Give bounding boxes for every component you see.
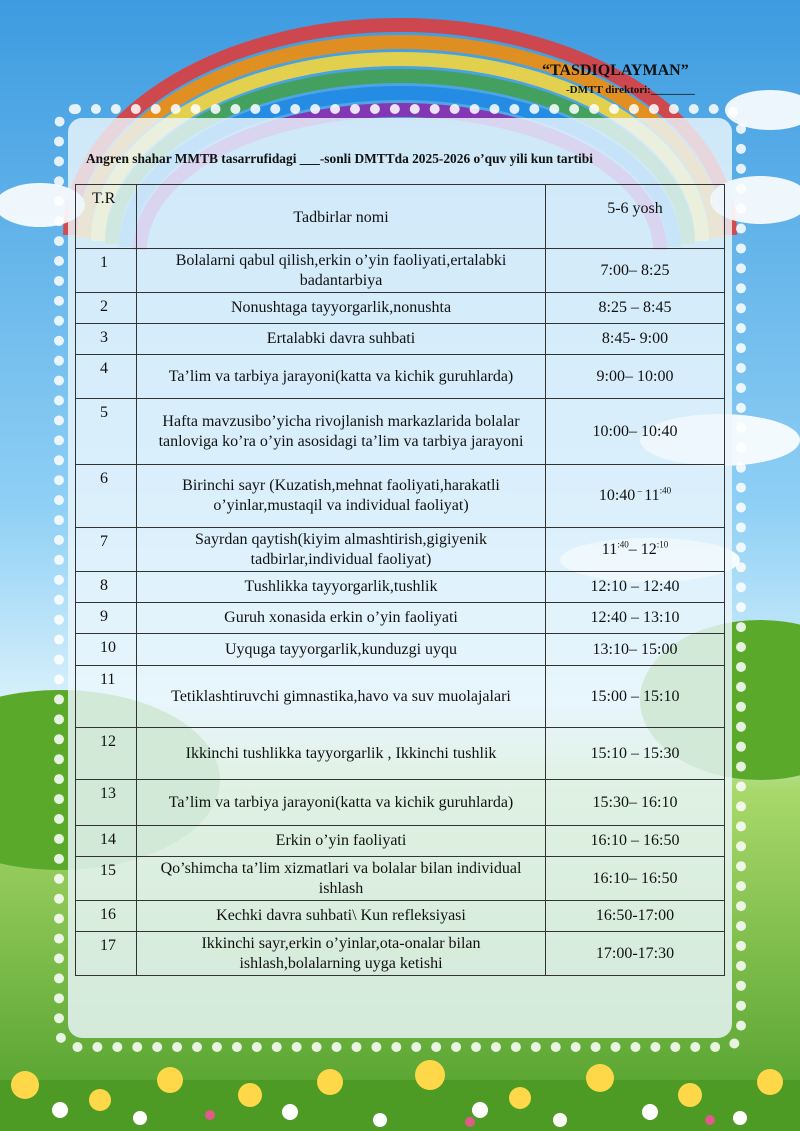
- table-row: [76, 528, 725, 572]
- row-time: 7:00– 8:25: [546, 249, 725, 293]
- row-activity: Tetiklashtiruvchi gimnastika,havo va suv muolajalari: [137, 666, 546, 728]
- row-time: 10:00– 10:40: [546, 399, 725, 465]
- row-activity: Bolalarni qabul qilish,erkin o’yin faoliyati,ertalabki badantarbiya: [137, 249, 546, 293]
- row-activity: Tushlikka tayyorgarlik,tushlik: [137, 572, 546, 603]
- table-row: [76, 666, 725, 728]
- row-time: 8:45- 9:00: [546, 324, 725, 355]
- row-number: 10: [76, 634, 137, 666]
- row-activity: Guruh xonasida erkin o’yin faoliyati: [137, 603, 546, 634]
- row-time: 17:00-17:30: [546, 932, 725, 976]
- table-row: [76, 780, 725, 826]
- row-activity: Ikkinchi tushlikka tayyorgarlik , Ikkinchi tushlik: [137, 728, 546, 780]
- row-time: 15:10 – 15:30: [546, 728, 725, 780]
- row-time: 16:10– 16:50: [546, 857, 725, 901]
- row-activity: Ikkinchi sayr,erkin o’yinlar,ota-onalar bilan ishlash,bolalarning uyga ketishi: [137, 932, 546, 976]
- row-time: 15:30– 16:10: [546, 780, 725, 826]
- table-row: [76, 728, 725, 780]
- table-row: [76, 603, 725, 634]
- row-time: 12:40 – 13:10: [546, 603, 725, 634]
- row-time: 9:00– 10:00: [546, 355, 725, 399]
- row-time: 13:10– 15:00: [546, 634, 725, 666]
- row-activity: Nonushtaga tayyorgarlik,nonushta: [137, 293, 546, 324]
- table-row: [76, 572, 725, 603]
- row-number: 4: [76, 355, 137, 399]
- table-row: [76, 826, 725, 857]
- row-number: 11: [76, 666, 137, 728]
- row-activity: Ta’lim va tarbiya jarayoni(katta va kichik guruhlarda): [137, 355, 546, 399]
- row-number: 3: [76, 324, 137, 355]
- row-activity: Ta’lim va tarbiya jarayoni(katta va kichik guruhlarda): [137, 780, 546, 826]
- table-row: [76, 932, 725, 976]
- row-activity: Sayrdan qaytish(kiyim almashtirish,gigiyenik tadbirlar,individual faoliyat): [137, 528, 546, 572]
- row-time: $11^{:40}-$ $12^{:10}$: [546, 528, 725, 572]
- table-row: [76, 293, 725, 324]
- row-number: 8: [76, 572, 137, 603]
- table-row: [76, 901, 725, 932]
- row-time: 12:10 – 12:40: [546, 572, 725, 603]
- header-activity: Tadbirlar nomi: [137, 185, 546, 249]
- header-age-group: 5-6 yosh: [546, 185, 725, 249]
- row-number: 17: [76, 932, 137, 976]
- row-time: 16:10 – 16:50: [546, 826, 725, 857]
- row-number: 14: [76, 826, 137, 857]
- row-number: 1: [76, 249, 137, 293]
- table-row: [76, 249, 725, 293]
- row-activity: Uyquga tayyorgarlik,kunduzgi uyqu: [137, 634, 546, 666]
- row-activity: Ertalabki davra suhbati: [137, 324, 546, 355]
- row-activity: Kechki davra suhbati\ Kun refleksiyasi: [137, 901, 546, 932]
- row-number: 13: [76, 780, 137, 826]
- row-number: 15: [76, 857, 137, 901]
- schedule-table: [75, 184, 725, 976]
- table-row: [76, 399, 725, 465]
- row-number: 7: [76, 528, 137, 572]
- table-row: [76, 634, 725, 666]
- table-row: [76, 355, 725, 399]
- document-title: Angren shahar MMTB tasarrufidagi ___-sonli DMTTda 2025-2026 o’quv yili kun tartibi: [86, 151, 593, 166]
- flowers-decoration: [0, 1040, 800, 1131]
- row-time: 10:40 – $11^{:40}$: [546, 465, 725, 528]
- row-time: 15:00 – 15:10: [546, 666, 725, 728]
- table-header-row: [76, 185, 725, 249]
- row-number: 2: [76, 293, 137, 324]
- row-activity: Hafta mavzusibo’yicha rivojlanish markazlarida bolalar tanloviga ko’ra o’yin asosidagi ta’lim va tarbiya jarayoni: [137, 399, 546, 465]
- approval-heading: “TASDIQLAYMAN”: [542, 62, 689, 79]
- table-row: [76, 465, 725, 528]
- row-time: 8:25 – 8:45: [546, 293, 725, 324]
- header-number: T.R: [76, 185, 137, 249]
- row-number: 9: [76, 603, 137, 634]
- row-number: 6: [76, 465, 137, 528]
- row-activity: Qo’shimcha ta’lim xizmatlari va bolalar bilan individual ishlash: [137, 857, 546, 901]
- row-number: 16: [76, 901, 137, 932]
- director-signature-line: -DMTT direktori:________: [566, 84, 695, 96]
- row-activity: Erkin o’yin faoliyati: [137, 826, 546, 857]
- row-number: 12: [76, 728, 137, 780]
- row-time: 16:50-17:00: [546, 901, 725, 932]
- table-row: [76, 324, 725, 355]
- table-row: [76, 857, 725, 901]
- row-activity: Birinchi sayr (Kuzatish,mehnat faoliyati,harakatli o’yinlar,mustaqil va individual faoliyat): [137, 465, 546, 528]
- row-number: 5: [76, 399, 137, 465]
